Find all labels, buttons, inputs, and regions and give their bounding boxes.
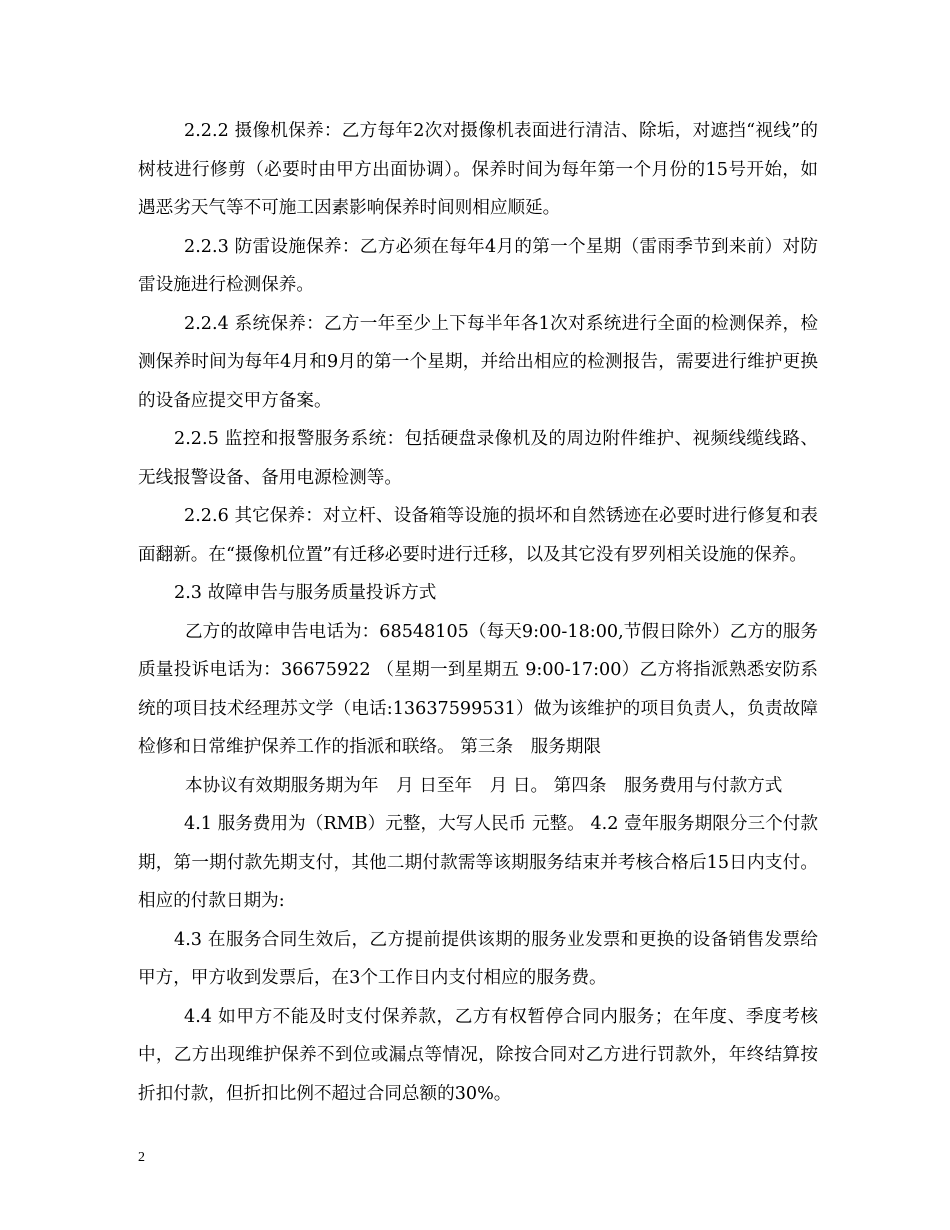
- fault-report-paragraph: 乙方的故障申告电话为：68548105（每天9:00-18:00,节假日除外）乙方的服务质量投诉电话为：36675922 （星期一到星期五 9:00-17:00）乙方将指派熟悉安防系统的项目技术经理苏文学（电话:13637599531）做为该维护的项目负责人，负责故障检修和日常维护保养工作的指派和联络。 第三条 服务期限: [138, 621, 818, 757]
- clause-2-2-5-monitoring-alarm: 2.2.5 监控和报警服务系统：包括硬盘录像机及的周边附件维护、视频线缆线路、无线报警设备、备用电源检测等。: [138, 429, 818, 488]
- page-number: 2: [138, 1150, 145, 1165]
- document-body: [138, 112, 818, 1113]
- clause-2-2-6-other-maintenance: 2.2.6 其它保养：对立杆、设备箱等设施的损坏和自然锈迹在必要时进行修复和表面翻新。在“摄像机位置”有迁移必要时进行迁移，以及其它没有罗列相关设施的保养。: [138, 506, 818, 565]
- clause-2-2-2-camera-maintenance: 2.2.2 摄像机保养：乙方每年2次对摄像机表面进行清洁、除垢，对遮挡“视线”的树枝进行修剪（必要时由甲方出面协调）。保养时间为每年第一个月份的15号开始，如遇恶劣天气等不可施工因素影响保养时间则相应顺延。: [138, 121, 818, 218]
- service-term-paragraph: 本协议有效期服务期为年 月 日至年 月 日。 第四条 服务费用与付款方式: [185, 775, 783, 796]
- clause-4-1-4-2-fees: 4.1 服务费用为（RMB）元整，大写人民币 元整。 4.2 壹年服务期限分三个付款期，第一期付款先期支付，其他二期付款需等该期服务结束并考核合格后15日内支付。相应的付款日期为:: [138, 814, 818, 911]
- clause-2-2-4-system-maintenance: 2.2.4 系统保养：乙方一年至少上下每半年各1次对系统进行全面的检测保养，检测保养时间为每年4月和9月的第一个星期，并给出相应的检测报告，需要进行维护更换的设备应提交甲方备案。: [138, 313, 818, 411]
- clause-4-4-payment-suspension: 4.4 如甲方不能及时支付保养款，乙方有权暂停合同内服务；在年度、季度考核中，乙方出现维护保养不到位或漏点等情况，除按合同对乙方进行罚款外，年终结算按折扣付款，但折扣比例不超过合同总额的30%。: [138, 1006, 818, 1104]
- clause-2-3-heading: 2.3 故障申告与服务质量投诉方式: [174, 583, 437, 603]
- clause-2-2-3-lightning-protection: 2.2.3 防雷设施保养：乙方必须在每年4月的第一个星期（雷雨季节到来前）对防雷设施进行检测保养。: [138, 236, 818, 295]
- clause-4-3-invoice: 4.3 在服务合同生效后，乙方提前提供该期的服务业发票和更换的设备销售发票给甲方，甲方收到发票后，在3个工作日内支付相应的服务费。: [138, 929, 818, 988]
